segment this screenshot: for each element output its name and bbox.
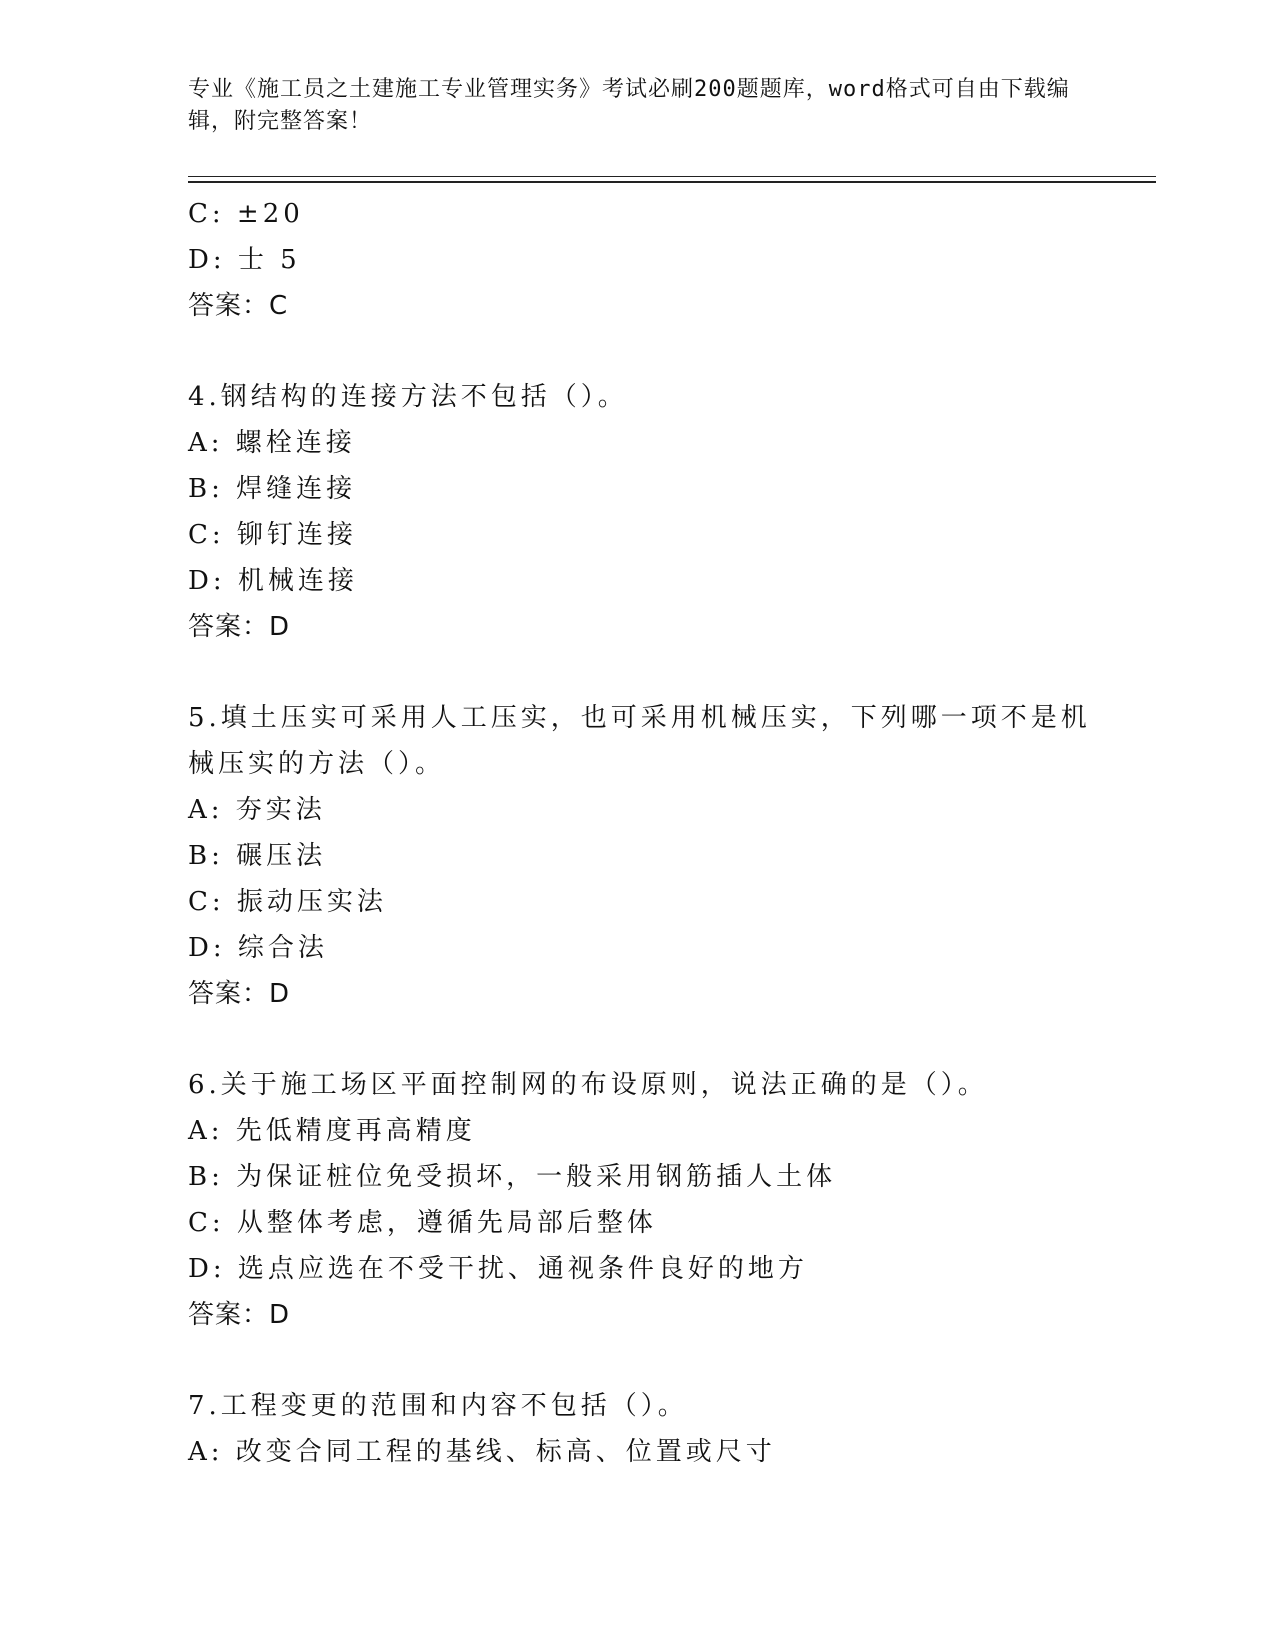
answer: 答案：D bbox=[188, 612, 291, 642]
option-c: C: 从整体考虑，遵循先局部后整体 bbox=[188, 1208, 657, 1238]
header-divider-thick bbox=[188, 181, 1156, 183]
option-c: C: 铆钉连接 bbox=[188, 520, 357, 550]
option-b: B: 碾压法 bbox=[188, 841, 327, 871]
question-block-5 bbox=[188, 695, 1091, 1017]
spacer bbox=[188, 1017, 1088, 1062]
document-header: 专业《施工员之土建施工专业管理实务》考试必刷200题题库，word格式可自由下载编辑，附完整答案！ bbox=[188, 77, 1070, 134]
question-block-4 bbox=[188, 374, 1088, 650]
answer: 答案：D bbox=[188, 1300, 291, 1330]
spacer bbox=[188, 650, 1088, 695]
option-d: D: 士 5 bbox=[188, 245, 301, 275]
option-c: C: 振动压实法 bbox=[188, 887, 387, 917]
header-divider-thin bbox=[188, 176, 1156, 177]
question-list bbox=[188, 191, 1091, 1475]
question-text: 4.钢结构的连接方法不包括（）。 bbox=[188, 382, 628, 412]
question-block-3 bbox=[188, 191, 1088, 329]
option-d: D: 选点应选在不受干扰、通视条件良好的地方 bbox=[188, 1254, 808, 1284]
question-text: 6.关于施工场区平面控制网的布设原则，说法正确的是（）。 bbox=[188, 1070, 988, 1100]
question-text-line-2: 械压实的方法（）。 bbox=[188, 749, 446, 779]
answer: 答案：C bbox=[188, 291, 289, 321]
question-block-6 bbox=[188, 1062, 1088, 1338]
option-a: A: 改变合同工程的基线、标高、位置或尺寸 bbox=[188, 1437, 776, 1467]
option-b: B: 为保证桩位免受损坏，一般采用钢筋插人土体 bbox=[188, 1162, 837, 1192]
option-a: A: 先低精度再高精度 bbox=[188, 1116, 476, 1146]
option-d: D: 综合法 bbox=[188, 933, 328, 963]
option-a: A: 夯实法 bbox=[188, 795, 326, 825]
option-c: C: ±20 bbox=[188, 199, 304, 229]
spacer bbox=[188, 329, 1088, 374]
question-text-line-1: 5.填土压实可采用人工压实，也可采用机械压实，下列哪一项不是机 bbox=[188, 703, 1091, 733]
option-b: B: 焊缝连接 bbox=[188, 474, 357, 504]
option-a: A: 螺栓连接 bbox=[188, 428, 356, 458]
option-d: D: 机械连接 bbox=[188, 566, 358, 596]
question-text: 7.工程变更的范围和内容不包括（）。 bbox=[188, 1391, 688, 1421]
question-block-7 bbox=[188, 1383, 1088, 1475]
spacer bbox=[188, 1338, 1088, 1383]
answer: 答案：D bbox=[188, 979, 291, 1009]
